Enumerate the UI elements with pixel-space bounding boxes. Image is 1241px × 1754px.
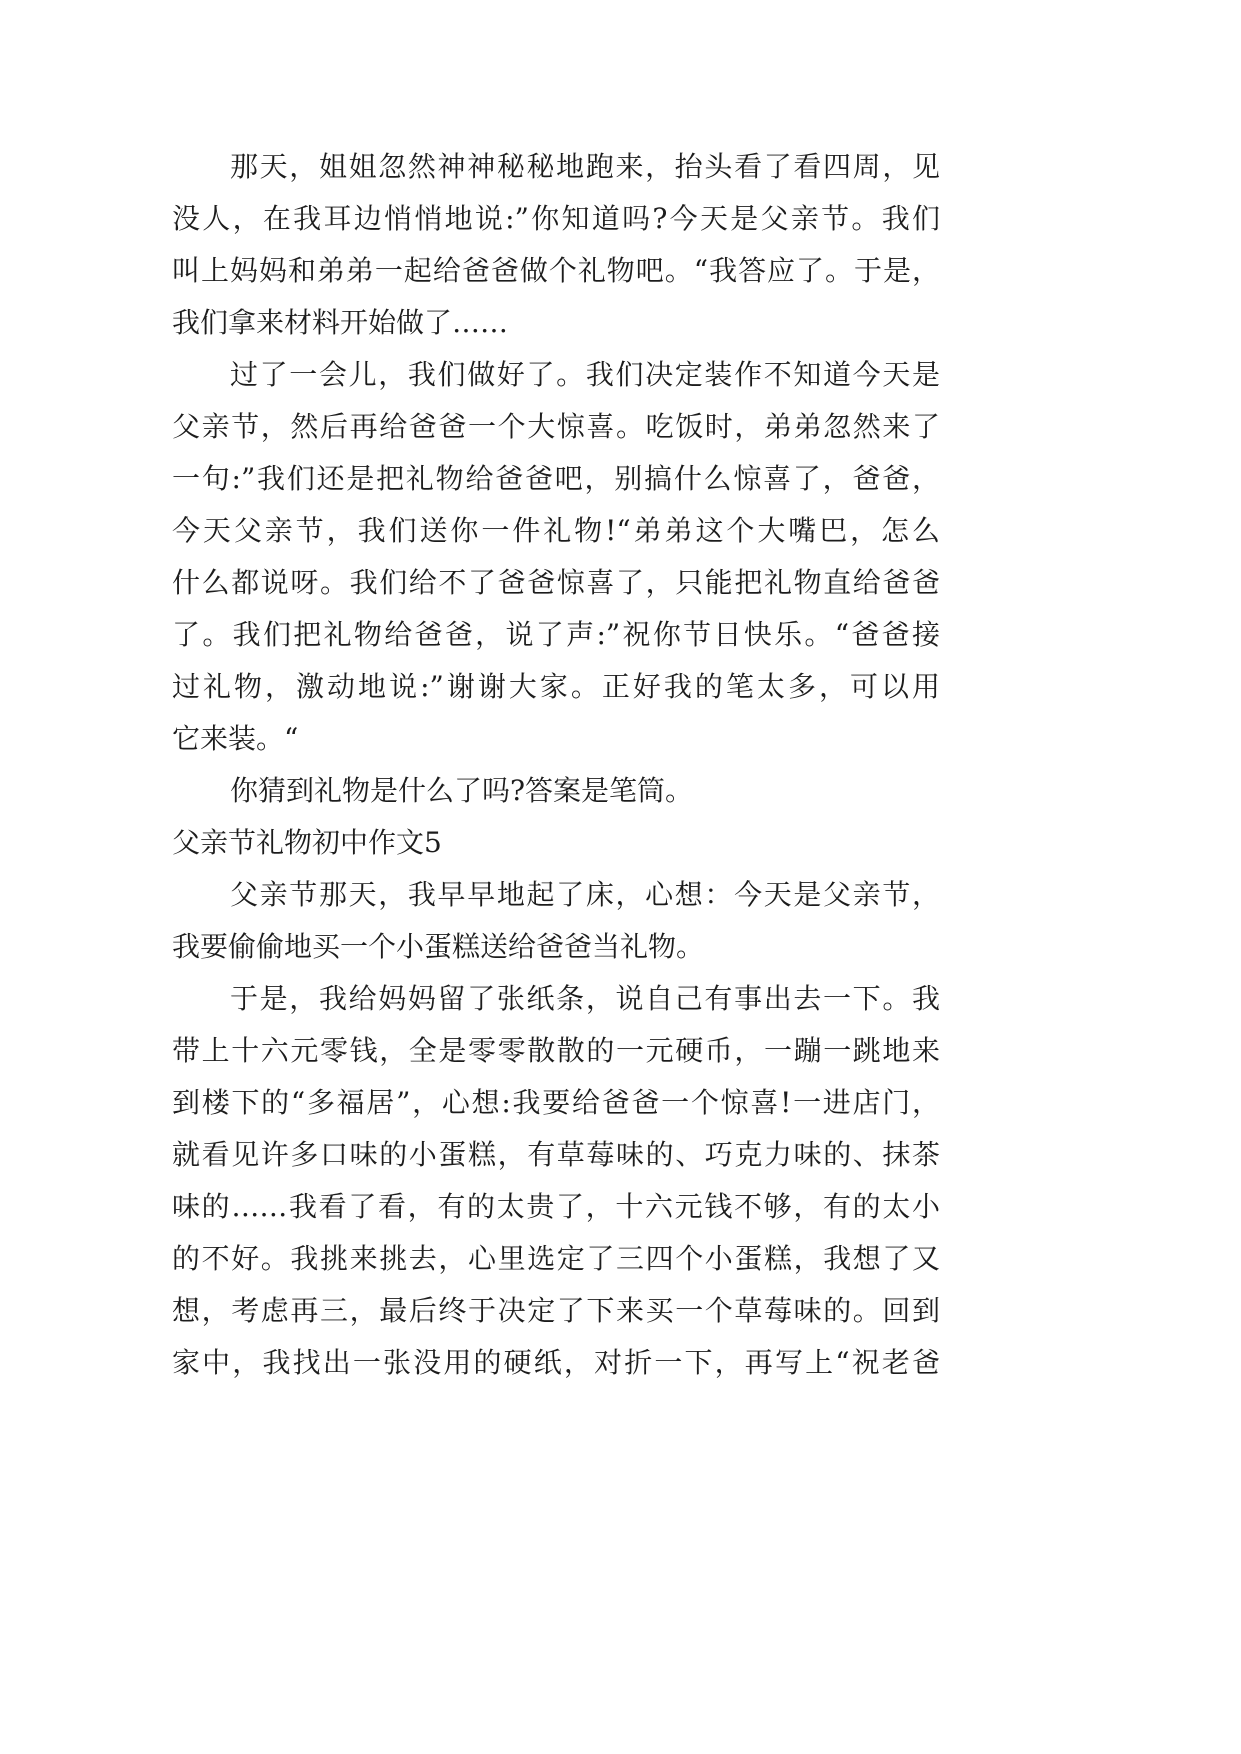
text-line: 家中，我找出一张没用的硬纸，对折一下，再写上“祝老爸	[172, 1346, 940, 1379]
paragraph	[172, 973, 940, 1389]
text-line: 到楼下的“多福居”，心想:我要给爸爸一个惊喜!一进店门，	[172, 1086, 940, 1119]
text-line: 它来装。“	[172, 722, 299, 755]
paragraph	[172, 141, 940, 349]
text-line: 父亲节那天，我早早地起了床，心想：今天是父亲节，	[230, 878, 940, 911]
text-line: 叫上妈妈和弟弟一起给爸爸做个礼物吧。“我答应了。于是，	[172, 254, 940, 287]
text-line: 过礼物，激动地说:”谢谢大家。正好我的笔太多，可以用	[172, 670, 940, 703]
text-line: 没人，在我耳边悄悄地说:”你知道吗?今天是父亲节。我们	[172, 202, 940, 235]
text-line: 了。我们把礼物给爸爸，说了声:”祝你节日快乐。“爸爸接	[172, 618, 940, 651]
text-line: 今天父亲节，我们送你一件礼物!“弟弟这个大嘴巴，怎么	[172, 514, 940, 547]
text-line: 就看见许多口味的小蛋糕，有草莓味的、巧克力味的、抹茶	[172, 1138, 940, 1171]
body-text	[172, 141, 940, 1389]
text-line: 想，考虑再三，最后终于决定了下来买一个草莓味的。回到	[172, 1294, 940, 1327]
text-line: 的不好。我挑来挑去，心里选定了三四个小蛋糕，我想了又	[172, 1242, 940, 1275]
text-line: 于是，我给妈妈留了张纸条，说自己有事出去一下。我	[230, 982, 940, 1015]
paragraph	[172, 869, 940, 973]
text-line: 我要偷偷地买一个小蛋糕送给爸爸当礼物。	[172, 930, 705, 963]
text-line: 父亲节，然后再给爸爸一个大惊喜。吃饭时，弟弟忽然来了	[172, 410, 940, 443]
text-line: 过了一会儿，我们做好了。我们决定装作不知道今天是	[230, 358, 940, 391]
text-line: 味的……我看了看，有的太贵了，十六元钱不够，有的太小	[172, 1190, 940, 1223]
paragraph	[172, 349, 940, 765]
text-line: 带上十六元零钱，全是零零散散的一元硬币，一蹦一跳地来	[172, 1034, 940, 1067]
text-line: 你猜到礼物是什么了吗?答案是笔筒。	[230, 774, 694, 807]
section-heading: 父亲节礼物初中作文5	[172, 826, 442, 859]
text-line: 我们拿来材料开始做了……	[172, 306, 509, 339]
text-line: 一句:”我们还是把礼物给爸爸吧，别搞什么惊喜了，爸爸，	[172, 462, 940, 495]
text-line: 什么都说呀。我们给不了爸爸惊喜了，只能把礼物直给爸爸	[172, 566, 940, 599]
paragraph	[172, 765, 940, 817]
text-line: 那天，姐姐忽然神神秘秘地跑来，抬头看了看四周，见	[230, 150, 940, 183]
